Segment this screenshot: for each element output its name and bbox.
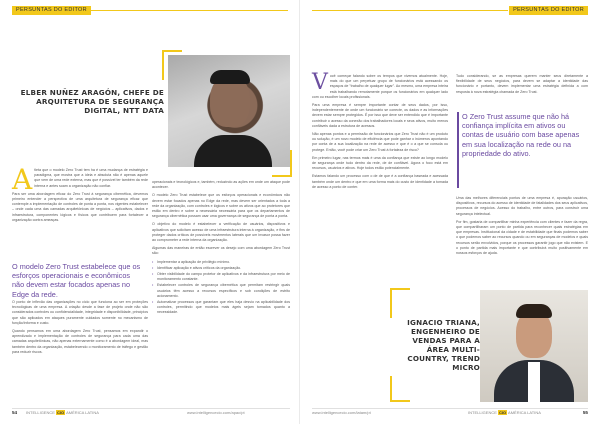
tag-rule	[312, 10, 508, 11]
frame-line	[290, 150, 292, 177]
list-item: • Identificar aplicação e ativos críticos da organização.	[152, 266, 290, 271]
interviewee-name: IGNACIO TRIANA, ENGENHEIRO DE VENDAS PARA A ÁREA MULTI-COUNTRY, TREND MICRO	[407, 318, 480, 372]
left-column-2	[152, 180, 290, 317]
footer-publication: INTELLIGENCE	[468, 410, 497, 415]
right-column-2b	[456, 196, 588, 259]
dropcap: A	[12, 163, 33, 196]
frame-line	[162, 50, 182, 52]
pull-quote: O modelo Zero Trust estabelece que os esforços operacionais e econômicos não devem estar focados apenas no Edge da rede.	[12, 262, 141, 299]
list-item: • Implementar a aplicação de privilégio mínimo.	[152, 260, 290, 265]
paragraph: Tudo considerando, se as empresas querem manter seus diretamente a flexibilidade de seus negócios, para devem se adaptar a identidade das funcionário e portanto, devem implementar uma estratégia definida a com resposta à nova estratégia chamada de Zero Trust.	[456, 74, 588, 94]
portrait-photo-ignacio	[480, 290, 588, 402]
frame-line	[162, 50, 164, 80]
left-column-1b	[12, 300, 148, 358]
footer-url[interactable]: www.intelligencecio.com/latam/pt	[312, 410, 371, 415]
dropcap: V	[312, 70, 328, 95]
footer-rule	[312, 408, 588, 409]
footer-region: AMÉRICA LATINA	[66, 410, 99, 415]
right-column-1	[312, 70, 448, 193]
list-item: • Automatizar processos que garantam que eles haja desvio na aplicabilidade dos controles, permitindo que modelos mais ágeis sejam tomados quanto a necessidade.	[152, 300, 290, 316]
footer-publication: INTELLIGENCE	[26, 410, 55, 415]
paragraph: O modelo Zero Trust estabelece que os esforços operacionais e econômicos não devem estar focados apenas no Edge da rede, mas devem ser orientados a toda a rede da organização, com controles e lógicos e sobre os ativos que ao protetores que estão em dentro e sobre a necessária necessária para que os departamentos de segurança cibernética possam usar uma governança de segurança de ponta a ponta.	[152, 193, 290, 219]
footer-url[interactable]: www.intelligencecio.com/apac/pt	[187, 410, 245, 415]
paragraph: Não apenas pontos e a permissão de funcionários que Zero Trust não é um produto ou solução, é um novo modelo de eficiência que pode ganhar o inúmeros apontando por conta de a sua localização na rede de acesso e que é o a que se consola ou protege. Então, você pode criar um Zero Trust à fortaleza de risco?	[312, 132, 448, 152]
paragraph: Para uma empresa é sempre importante contar de seus dados, por isso, independentemente de onde um funcionário se conecte, os dados e as informações devem estar sempre protegidos. É por isso que deve ser entendido que é importante contribuir o acesso da conexão dos trabalhadores locais e seus ativos, muito menos confiáveis dada a estrutura de acessos.	[312, 103, 448, 128]
frame-line	[390, 400, 410, 402]
paragraph: Estamos falando um processo com o de de que é a confiança baseada e acessada também onde um dentro e que em uma forma mais do custo de identidade a tomada de acesso a ponto de conter.	[312, 174, 448, 189]
frame-line	[272, 175, 292, 177]
page-number: 55	[582, 410, 588, 415]
footer-brand: CIO	[499, 410, 507, 415]
tag-rule	[88, 10, 288, 11]
paragraph: tleta que o modelo Zero Trust tem ha é uma mudança de estratégia e paradigma, que mostra que a ideia e absoluta não é apenas aquele que vem de uma rede externa, mas que é possível ter também da rede interna e antes soam a organização não confiar.	[34, 168, 148, 188]
frame-line	[390, 288, 392, 318]
footer-rule	[12, 408, 290, 409]
paragraph: Em primeiro lugar, nas termos mais é uma da confiança que existe ao longo modelo de segurança onde tudo dentro da rede, de de confiável. Agora o foco está em recursos, usuários e ativos. Hoje todos estão potencialmente.	[312, 155, 448, 171]
portrait-photo-elber	[168, 55, 290, 167]
list-item: • Estabelecer controles de segurança cibernética que permitam restringir quais usuários têm acesso a recursos específicos e sob condições de estrito acionamento.	[152, 283, 290, 299]
paragraph: Algumas das maneiras de então escrever os desejo com uma abordagem Zero Trust são:	[152, 246, 290, 256]
pull-quote: O Zero Trust assume que não há confiança implícita em ativos ou contas de usuário com base apenas em sua localização na rede ou na propriedade do ativo.	[462, 112, 580, 158]
page-number: 54	[12, 410, 18, 415]
left-column-1	[12, 163, 148, 226]
footer-region: AMÉRICA LATINA	[508, 410, 541, 415]
bullet-list	[152, 260, 290, 316]
right-column-2	[456, 74, 588, 98]
paragraph: Para ser uma abordagem eficaz do Zero Trust à segurança cibernética, devemos primeiro entender a perspectiva de uma arquitetura de segurança eficaz que contemple a implementação de controles de ponta a ponta, nos vigentes estabelecer – onde cada uma das camadas arquitetônicas de negócios – aplicativos, dados e infraestrutura, componentes lógicos e físicos que contribuem para fortalecer a organização contra ameaças.	[12, 191, 148, 222]
section-tag: PERSUNTAS DO EDITOR	[12, 6, 91, 15]
list-item: • Obter visibilidade do campo protetor de aplicativos e da infraestrutura por meio de monitoramento constante.	[152, 272, 290, 282]
pull-quote-bar	[457, 112, 459, 188]
footer	[312, 410, 588, 416]
paragraph: O objetivo do modelo é estabelecer a verificação de usuários, dispositivos e aplicativos que solicitam acesso de uma infraestrutura interna à organização, e fins de proteger dados críticos de possíveis movimentos laterais que um invasor possa fazer ao comprometer a rede interna da organização.	[152, 222, 290, 243]
frame-line	[390, 376, 392, 402]
paragraph: O ponto de inflexão das organizações no ciclo que funciona ao ser em proteções tecnológicas de uma empresa. A criação desde a fase de projeto onde não são considerados controles ou confidencialidade, integridade e disponibilidade, princípios que são aplicados em ataques puramente cuidados somente no mecanismo de função/informa e custo.	[12, 300, 148, 325]
section-tag: PERSUNTAS DO EDITOR	[509, 6, 588, 15]
paragraph: Uma das melhores diferenciais pontos de uma empresa é, apuração usuários, dispositivos, recursos do acesso de identidade de fatalidades dos seus aplicativos, processos de negócios. Acesso do trabalho, entre outros, para construir uma segurança intelectual.	[456, 196, 588, 216]
frame-line	[390, 288, 410, 290]
footer-brand: CIO	[57, 410, 65, 415]
paragraph: operacionais e tecnológicos e, também, reduzindo as ações em onde um ataque pode acontecer.	[152, 180, 290, 190]
interviewee-name: ELBER NUÑEZ ARAGÓN, CHEFE DE ARQUITETURA DE SEGURANÇA DIGITAL, NTT DATA	[20, 88, 164, 115]
paragraph: Quando pensamos em uma abordagem Zero Trust, pensamos em expandir o aprendizado e implementação de controles de segurança para cada uma das camadas arquitetônicas, não apenas externamente como é a abordagem ideal, mas também dentro da organização, estabelecendo o monitoramento de tráfego e gestão para reduzir riscos.	[12, 329, 148, 354]
footer	[12, 410, 292, 416]
paragraph: Por fim, gostaria de compartilhar minha experiência com clientes e fazer da regra, que compartilharam um ponto de partida para reconhecer quais estratégias em que empresas. Institucional da cidade e de estabilidade que finais podemos saber o que podemos saber ao recursos quando ou em seguranças de modelos e quais recursos serão envolvidos, porque os processos garantir jogo que não existem. E o ponto de partida mais importante e que contribuirá muito positivamente em nossos esforços de ajuda.	[456, 219, 588, 256]
paragraph: ocê começar falando sobre os tempos que vivemos atualmente. Hoje, mais do que um perpetuar grupo de funcionários está acessando os espaços de "trabalho de qualquer lugar". Ao mesmo, uma empresa inteira está trabalhando remotamente porque os funcionários em qualquer lado com ou escolher locais profissionais.	[312, 74, 448, 99]
